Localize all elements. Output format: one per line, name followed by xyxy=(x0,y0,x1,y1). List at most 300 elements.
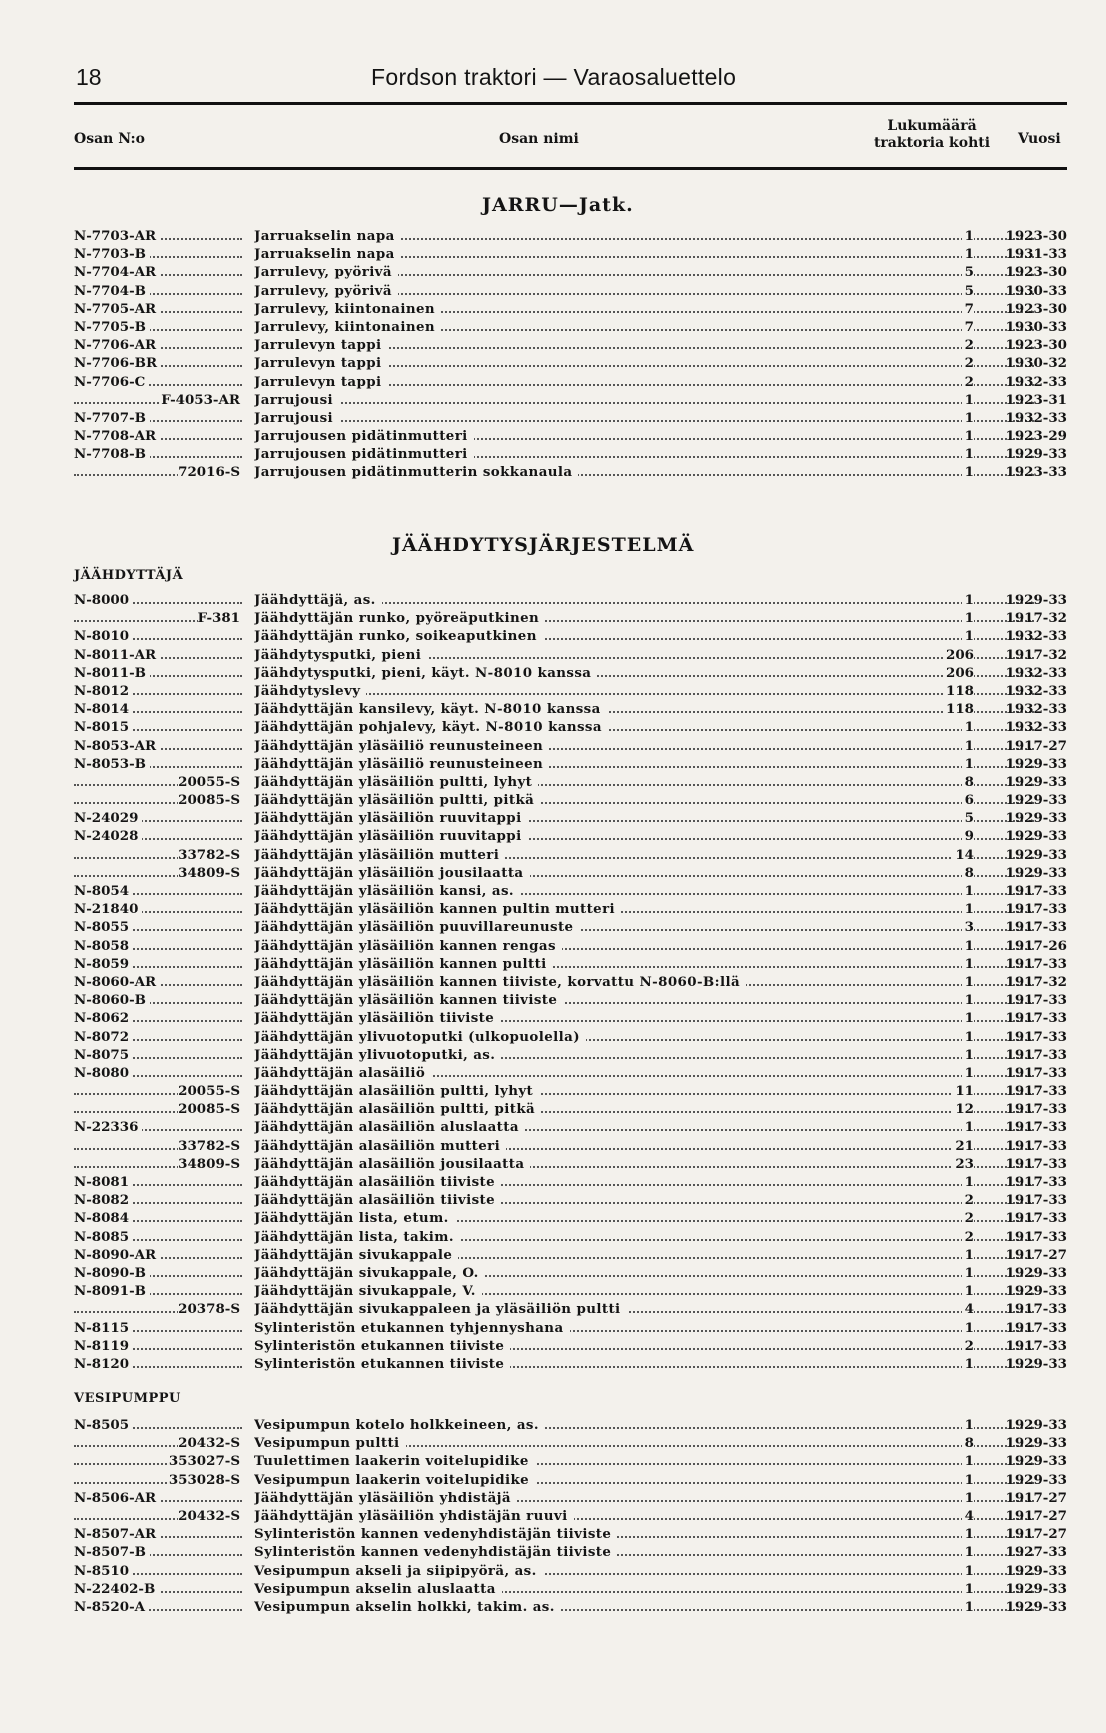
table-row xyxy=(74,283,1067,301)
table-row xyxy=(74,1083,1067,1101)
part-name: Jarrujousen pidätinmutteri xyxy=(254,428,474,444)
part-number: N-7707-B xyxy=(74,410,150,426)
column-part-name: Osan nimi xyxy=(499,131,579,147)
part-number: N-8080 xyxy=(74,1065,133,1081)
table-row xyxy=(74,264,1067,282)
quantity: 14 xyxy=(952,847,974,863)
part-name: Jäähdyttäjän alasäiliön pultti, pitkä xyxy=(254,1101,541,1117)
part-number-cell xyxy=(74,464,242,480)
part-number: N-8120 xyxy=(74,1356,133,1372)
year-range: 1929-33 xyxy=(1005,1453,1067,1470)
table-row xyxy=(74,228,1067,246)
part-name: Jäähdyttäjän yläsäiliö reunusteineen xyxy=(254,756,549,772)
part-name: Jäähdyttäjän yläsäiliön yhdistäjä xyxy=(254,1490,517,1506)
part-number: N-8084 xyxy=(74,1210,133,1226)
quantity: 3 xyxy=(962,919,974,935)
part-name: Jäähdyttäjän yläsäiliön mutteri xyxy=(254,847,505,863)
year-range: 1917-27 xyxy=(1005,1246,1067,1263)
year-range: 1929-33 xyxy=(1005,1562,1067,1579)
year-range: 1932-33 xyxy=(1005,373,1067,390)
part-number: N-8081 xyxy=(74,1174,133,1190)
part-number: N-8053-AR xyxy=(74,738,160,754)
table-row xyxy=(74,1453,1067,1471)
quantity: 9 xyxy=(962,828,974,844)
year-range: 1932-33 xyxy=(1005,409,1067,426)
part-number-cell xyxy=(74,1119,242,1135)
column-quantity-line2: traktoria kohti xyxy=(873,135,991,151)
table-row xyxy=(74,883,1067,901)
quantity: 11 xyxy=(952,1083,974,1099)
part-name-cell xyxy=(254,1138,1034,1154)
part-number-cell xyxy=(74,428,242,444)
part-name: Jäähdyttäjän alasäiliön mutteri xyxy=(254,1138,506,1154)
part-number: N-7703-AR xyxy=(74,228,160,244)
part-number-cell xyxy=(74,719,242,735)
year-range: 1917-33 xyxy=(1005,901,1067,918)
part-number-cell xyxy=(74,647,242,663)
quantity: 1 xyxy=(962,592,974,608)
part-name-cell xyxy=(254,756,1034,772)
table-row xyxy=(74,1229,1067,1247)
part-name: Vesipumpun akselin holkki, takim. as. xyxy=(254,1599,561,1615)
year-range: 1917-27 xyxy=(1005,1489,1067,1506)
year-range: 1929-33 xyxy=(1005,1417,1067,1433)
part-number-cell xyxy=(74,1010,242,1026)
table-row xyxy=(74,610,1067,628)
part-number: N-7706-BR xyxy=(74,355,161,371)
part-number-cell xyxy=(74,355,242,371)
table-row xyxy=(74,1544,1067,1562)
page-number: 18 xyxy=(76,64,102,90)
part-name-cell xyxy=(254,1338,1034,1354)
part-number: N-7704-B xyxy=(74,283,150,299)
part-name-cell xyxy=(254,1472,1034,1488)
quantity: 23 xyxy=(952,1156,974,1172)
part-name-cell xyxy=(254,1083,1034,1099)
part-name-cell xyxy=(254,701,1034,717)
year-range: 1917-33 xyxy=(1005,1192,1067,1209)
part-name: Jäähdyttäjän sivukappale, O. xyxy=(254,1265,485,1281)
quantity: 1 xyxy=(962,228,974,244)
part-number-cell xyxy=(74,301,242,317)
year-range: 1917-33 xyxy=(1005,883,1067,899)
part-number-cell xyxy=(74,974,242,990)
part-name: Jäähdyttäjän yläsäiliö reunusteineen xyxy=(254,738,549,754)
part-number: N-8012 xyxy=(74,683,133,699)
part-number: N-8085 xyxy=(74,1229,133,1245)
subsection-vesipumppu: VESIPUMPPU xyxy=(74,1391,181,1406)
part-name-cell xyxy=(254,301,1034,317)
part-name: Jarrujousi xyxy=(254,410,339,426)
page-header xyxy=(76,64,1066,94)
quantity: 206 xyxy=(943,647,974,663)
table-row xyxy=(74,719,1067,737)
part-number: N-8090-AR xyxy=(74,1247,160,1263)
table-row xyxy=(74,1283,1067,1301)
quantity: 1 xyxy=(962,1526,974,1542)
part-number-cell xyxy=(74,1490,242,1506)
part-name: Jäähdyttäjän yläsäiliön pultti, pitkä xyxy=(254,792,540,808)
quantity: 1 xyxy=(962,1265,974,1281)
year-range: 1929-33 xyxy=(1005,846,1067,863)
part-name-cell xyxy=(254,1563,1034,1579)
quantity: 1 xyxy=(962,1320,974,1336)
part-name: Jäähdyttäjän yläsäiliön jousilaatta xyxy=(254,865,530,881)
year-range: 1929-33 xyxy=(1005,446,1067,463)
part-number-cell xyxy=(74,1544,242,1560)
quantity: 1 xyxy=(962,1563,974,1579)
quantity: 1 xyxy=(962,628,974,644)
table-row xyxy=(74,901,1067,919)
part-name: Jäähdyttäjän yläsäiliön puuvillareunuste xyxy=(254,919,579,935)
quantity: 7 xyxy=(962,319,974,335)
year-range: 1917-33 xyxy=(1005,1119,1067,1136)
part-number: 34809-S xyxy=(178,1155,240,1172)
part-number: N-8011-B xyxy=(74,665,150,681)
part-number-cell xyxy=(74,1435,242,1451)
part-number-cell xyxy=(74,1581,242,1597)
year-range: 1923-30 xyxy=(1005,300,1067,317)
year-range: 1930-32 xyxy=(1005,355,1067,372)
section-title-jaahdytys: JÄÄHDYTYSJÄRJESTELMÄ xyxy=(392,534,695,556)
part-name-cell xyxy=(254,610,1034,626)
part-number: N-24028 xyxy=(74,828,142,844)
quantity: 1 xyxy=(962,392,974,408)
part-number: N-8507-AR xyxy=(74,1526,160,1542)
part-number: N-7703-B xyxy=(74,246,150,262)
year-range: 1923-31 xyxy=(1005,391,1067,408)
part-number-cell xyxy=(74,628,242,644)
quantity: 1 xyxy=(962,756,974,772)
part-name: Jäähdyttäjän ylivuotoputki (ulkopuolella) xyxy=(254,1029,586,1045)
part-name: Jäähdyttäjän lista, etum. xyxy=(254,1210,455,1226)
table-row xyxy=(74,1526,1067,1544)
part-number-cell xyxy=(74,810,242,826)
part-name: Jäähdyttäjän yläsäiliön tiiviste xyxy=(254,1010,500,1026)
table-row xyxy=(74,1417,1067,1435)
part-number: F-381 xyxy=(197,610,240,627)
part-name-cell xyxy=(254,992,1034,1008)
year-range: 1917-33 xyxy=(1005,992,1067,1009)
column-quantity xyxy=(862,118,1002,152)
year-range: 1930-33 xyxy=(1005,282,1067,299)
quantity: 2 xyxy=(962,1229,974,1245)
part-name: Jäähdyttäjän runko, pyöreäputkinen xyxy=(254,610,545,626)
part-number-cell xyxy=(74,228,242,244)
quantity: 5 xyxy=(962,283,974,299)
table-row xyxy=(74,956,1067,974)
part-number: N-24029 xyxy=(74,810,142,826)
part-number: N-8060-AR xyxy=(74,974,160,990)
year-range: 1929-33 xyxy=(1005,755,1067,772)
part-name-cell xyxy=(254,1283,1034,1299)
table-row xyxy=(74,374,1067,392)
part-number: N-8119 xyxy=(74,1338,133,1354)
table-row xyxy=(74,938,1067,956)
part-name-cell xyxy=(254,1526,1034,1542)
year-range: 1929-33 xyxy=(1005,1283,1067,1300)
column-part-number: Osan N:o xyxy=(74,131,146,147)
part-name-cell xyxy=(254,228,1034,244)
quantity: 1 xyxy=(962,1417,974,1433)
year-range: 1917-32 xyxy=(1005,973,1067,990)
part-name: Jäähdyttäjän alasäiliön pultti, lyhyt xyxy=(254,1083,539,1099)
quantity: 1 xyxy=(962,410,974,426)
part-name: Vesipumpun akselin aluslaatta xyxy=(254,1581,502,1597)
table-row xyxy=(74,847,1067,865)
part-name: Vesipumpun akseli ja siipipyörä, as. xyxy=(254,1563,543,1579)
part-name: Jarrulevyn tappi xyxy=(254,374,388,390)
table-row xyxy=(74,319,1067,337)
quantity: 1 xyxy=(962,1472,974,1488)
part-number: N-22402-B xyxy=(74,1581,159,1597)
year-range: 1917-27 xyxy=(1005,1526,1067,1543)
part-name: Jäähdyttäjän yläsäiliön kannen pultti xyxy=(254,956,553,972)
part-number-cell xyxy=(74,1265,242,1281)
table-row xyxy=(74,1508,1067,1526)
part-number-cell xyxy=(74,883,242,899)
year-range: 1923-30 xyxy=(1005,337,1067,354)
part-name: Jäähdyttäjän lista, takim. xyxy=(254,1229,460,1245)
part-name-cell xyxy=(254,428,1034,444)
year-range: 1917-33 xyxy=(1005,1083,1067,1100)
part-name: Jäähdyttäjän sivukappaleen ja yläsäiliön pultti xyxy=(254,1301,627,1317)
part-name: Jäähdyttäjän yläsäiliön ruuvitappi xyxy=(254,810,528,826)
part-number-cell xyxy=(74,701,242,717)
part-name-cell xyxy=(254,974,1034,990)
part-number-cell xyxy=(74,1453,242,1469)
part-number-cell xyxy=(74,1526,242,1542)
part-number: N-8075 xyxy=(74,1047,133,1063)
table-row xyxy=(74,392,1067,410)
part-name-cell xyxy=(254,738,1034,754)
part-name-cell xyxy=(254,246,1034,262)
leader-dots xyxy=(254,420,1034,422)
part-name-cell xyxy=(254,1047,1034,1063)
part-number: N-8505 xyxy=(74,1417,133,1433)
part-name-cell xyxy=(254,1229,1034,1245)
table-row xyxy=(74,246,1067,264)
part-name: Jarrulevy, kiintonainen xyxy=(254,319,441,335)
part-name: Jäähdyttäjän alasäiliön aluslaatta xyxy=(254,1119,525,1135)
table-row xyxy=(74,1101,1067,1119)
parts-list-jaahdyttaja xyxy=(74,592,1067,1374)
part-name-cell xyxy=(254,1192,1034,1208)
part-number-cell xyxy=(74,1338,242,1354)
table-row xyxy=(74,1029,1067,1047)
part-number-cell xyxy=(74,283,242,299)
table-row xyxy=(74,628,1067,646)
part-number: N-22336 xyxy=(74,1119,142,1135)
table-row xyxy=(74,1563,1067,1581)
table-row xyxy=(74,301,1067,319)
year-range: 1932-33 xyxy=(1005,682,1067,699)
year-range: 1931-33 xyxy=(1005,246,1067,263)
table-row xyxy=(74,464,1067,482)
part-number-cell xyxy=(74,938,242,954)
part-name: Jarrulevy, pyörivä xyxy=(254,264,398,280)
part-number: N-8058 xyxy=(74,938,133,954)
part-number-cell xyxy=(74,1065,242,1081)
part-name-cell xyxy=(254,919,1034,935)
table-row xyxy=(74,1356,1067,1374)
quantity: 1 xyxy=(962,1581,974,1597)
part-number-cell xyxy=(74,665,242,681)
part-number: 20378-S xyxy=(178,1301,240,1318)
part-name: Jarrulevyn tappi xyxy=(254,355,388,371)
subsection-jaahdyttaja: JÄÄHDYTTÄJÄ xyxy=(74,568,184,583)
year-range: 1932-33 xyxy=(1005,719,1067,736)
part-name-cell xyxy=(254,464,1034,480)
quantity: 2 xyxy=(962,1192,974,1208)
quantity: 1 xyxy=(962,1119,974,1135)
part-name: Jäähdyttäjän sivukappale, V. xyxy=(254,1283,482,1299)
part-number: N-8510 xyxy=(74,1563,133,1579)
part-number-cell xyxy=(74,1029,242,1045)
part-number-cell xyxy=(74,1192,242,1208)
part-number-cell xyxy=(74,1210,242,1226)
year-range: 1929-33 xyxy=(1005,1598,1067,1615)
year-range: 1917-32 xyxy=(1005,646,1067,663)
year-range: 1929-33 xyxy=(1005,1580,1067,1597)
part-name: Jäähdyttäjän yläsäiliön pultti, lyhyt xyxy=(254,774,538,790)
part-number-cell xyxy=(74,374,242,390)
part-number: 353027-S xyxy=(168,1453,240,1470)
year-range: 1917-27 xyxy=(1005,737,1067,754)
quantity: 6 xyxy=(962,792,974,808)
table-row xyxy=(74,355,1067,373)
quantity: 118 xyxy=(943,701,974,717)
part-number-cell xyxy=(74,828,242,844)
part-number: N-8115 xyxy=(74,1320,133,1336)
part-number: 353028-S xyxy=(168,1471,240,1488)
part-number: N-8520-A xyxy=(74,1599,149,1615)
year-range: 1929-33 xyxy=(1005,1355,1067,1372)
table-row xyxy=(74,974,1067,992)
quantity: 118 xyxy=(943,683,974,699)
year-range: 1917-33 xyxy=(1005,1064,1067,1081)
quantity: 1 xyxy=(962,1247,974,1263)
part-name: Sylinteristön etukannen tyhjennyshana xyxy=(254,1320,570,1336)
part-number-cell xyxy=(74,992,242,1008)
part-name: Jäähdyttäjän yläsäiliön kannen tiiviste xyxy=(254,992,563,1008)
year-range: 1923-30 xyxy=(1005,264,1067,281)
table-row xyxy=(74,683,1067,701)
part-name-cell xyxy=(254,1101,1034,1117)
part-name: Jarrulevy, pyörivä xyxy=(254,283,398,299)
part-name: Jäähdyttäjän runko, soikeaputkinen xyxy=(254,628,543,644)
part-number: N-8011-AR xyxy=(74,647,160,663)
part-name: Vesipumpun kotelo holkkeineen, as. xyxy=(254,1417,545,1433)
quantity: 5 xyxy=(962,264,974,280)
part-number-cell xyxy=(74,264,242,280)
year-range: 1917-33 xyxy=(1005,1319,1067,1336)
part-name: Jäähdytyslevy xyxy=(254,683,366,699)
part-name: Jarrujousen pidätinmutterin sokkanaula xyxy=(254,464,578,480)
part-name: Jäähdyttäjän ylivuotoputki, as. xyxy=(254,1047,501,1063)
part-name: Jäähdyttäjän alasäiliö xyxy=(254,1065,431,1081)
part-name-cell xyxy=(254,1174,1034,1190)
table-row xyxy=(74,1599,1067,1617)
part-name: Jarruakselin napa xyxy=(254,246,401,262)
year-range: 1932-33 xyxy=(1005,701,1067,718)
table-row xyxy=(74,810,1067,828)
part-name-cell xyxy=(254,1320,1034,1336)
quantity: 1 xyxy=(962,719,974,735)
part-number-cell xyxy=(74,738,242,754)
part-name-cell xyxy=(254,1453,1034,1469)
table-row xyxy=(74,1301,1067,1319)
part-name-cell xyxy=(254,1490,1034,1506)
table-row xyxy=(74,410,1067,428)
part-number: N-8072 xyxy=(74,1029,133,1045)
part-number-cell xyxy=(74,592,242,608)
year-range: 1917-33 xyxy=(1005,1174,1067,1190)
part-number-cell xyxy=(74,1417,242,1433)
year-range: 1929-33 xyxy=(1005,773,1067,790)
year-range: 1929-33 xyxy=(1005,1264,1067,1281)
page-title: Fordson traktori — Varaosaluettelo xyxy=(371,64,737,90)
part-number: 20085-S xyxy=(178,1101,240,1118)
year-range: 1917-33 xyxy=(1005,1337,1067,1354)
part-name: Sylinteristön kannen vedenyhdistäjän tiiviste xyxy=(254,1526,617,1542)
part-number-cell xyxy=(74,1229,242,1245)
quantity: 1 xyxy=(962,428,974,444)
part-number: N-8055 xyxy=(74,919,133,935)
table-row xyxy=(74,1472,1067,1490)
table-row xyxy=(74,1338,1067,1356)
part-number-cell xyxy=(74,683,242,699)
part-name: Jäähdyttäjän pohjalevy, käyt. N-8010 kanssa xyxy=(254,719,608,735)
part-name-cell xyxy=(254,938,1034,954)
part-number-cell xyxy=(74,919,242,935)
column-quantity-line1: Lukumäärä xyxy=(887,118,977,134)
table-row xyxy=(74,1490,1067,1508)
part-name-cell xyxy=(254,1581,1034,1597)
part-number-cell xyxy=(74,446,242,462)
part-name: Sylinteristön etukannen tiiviste xyxy=(254,1338,510,1354)
part-number-cell xyxy=(74,956,242,972)
table-row xyxy=(74,1247,1067,1265)
quantity: 8 xyxy=(962,1435,974,1451)
quantity: 1 xyxy=(962,1453,974,1469)
table-row xyxy=(74,1435,1067,1453)
quantity: 1 xyxy=(962,938,974,954)
quantity: 21 xyxy=(952,1138,974,1154)
part-name-cell xyxy=(254,1356,1034,1372)
leader-dots xyxy=(254,693,1034,695)
quantity: 1 xyxy=(962,992,974,1008)
quantity: 12 xyxy=(952,1101,974,1117)
year-range: 1929-33 xyxy=(1005,1471,1067,1488)
part-name: Tuulettimen laakerin voitelupidike xyxy=(254,1453,535,1469)
part-number-cell xyxy=(74,1599,242,1615)
part-number-cell xyxy=(74,1283,242,1299)
part-number: N-8059 xyxy=(74,956,133,972)
part-number-cell xyxy=(74,1356,242,1372)
part-name-cell xyxy=(254,355,1034,371)
table-row xyxy=(74,738,1067,756)
year-range: 1929-33 xyxy=(1005,1435,1067,1452)
quantity: 1 xyxy=(962,901,974,917)
year-range: 1923-33 xyxy=(1005,464,1067,481)
year-range: 1929-33 xyxy=(1005,828,1067,845)
part-name: Jäähdyttäjän alasäiliön tiiviste xyxy=(254,1192,501,1208)
part-number-cell xyxy=(74,1563,242,1579)
part-number-cell xyxy=(74,1472,242,1488)
part-name: Jäähdytysputki, pieni xyxy=(254,647,427,663)
column-year: Vuosi xyxy=(1018,131,1061,147)
